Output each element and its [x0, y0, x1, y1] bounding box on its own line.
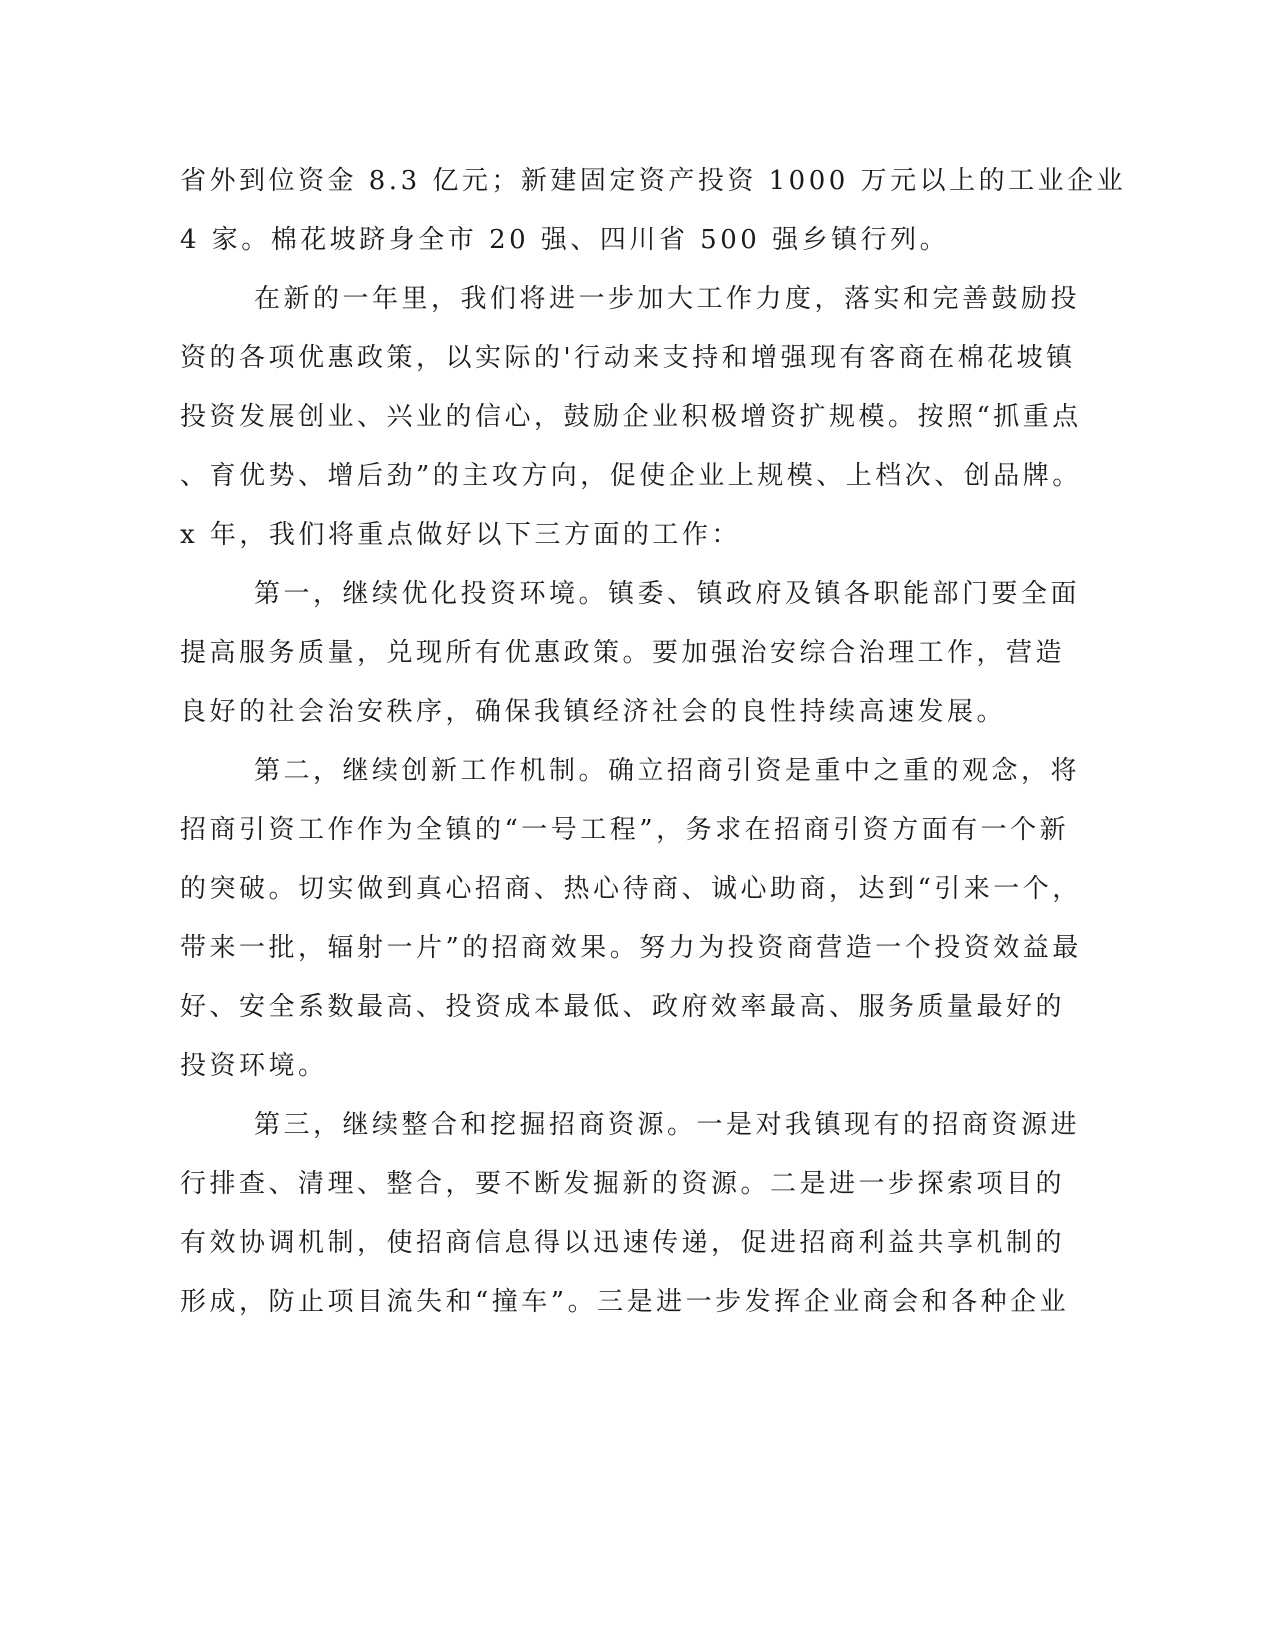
- text-line: 带来一批，辐射一片”的招商效果。努力为投资商营造一个投资效益最: [180, 933, 1082, 963]
- text-line: 好、安全系数最高、投资成本最低、政府效率最高、服务质量最好的: [180, 992, 1066, 1022]
- text-line: 有效协调机制，使招商信息得以迅速传递，促进招商利益共享机制的: [180, 1228, 1066, 1258]
- text-line: 提高服务质量，兑现所有优惠政策。要加强治安综合治理工作，营造: [180, 638, 1066, 668]
- document-body: [180, 158, 1127, 1338]
- paragraph-first-line: 在新的一年里，我们将进一步加大工作力度，落实和完善鼓励投: [254, 284, 1081, 314]
- text-line: 、育优势、增后劲”的主攻方向，促使企业上规模、上档次、创品牌。: [180, 461, 1082, 491]
- text-line: 4 家。棉花坡跻身全市 20 强、四川省 500 强乡镇行列。: [180, 225, 950, 255]
- text-line: x 年，我们将重点做好以下三方面的工作：: [180, 520, 741, 550]
- paragraph-first-line: 第一，继续优化投资环境。镇委、镇政府及镇各职能部门要全面: [254, 579, 1081, 609]
- text-line: 资的各项优惠政策，以实际的'行动来支持和增强现有客商在棉花坡镇: [180, 343, 1076, 373]
- text-line: 的突破。切实做到真心招商、热心待商、诚心助商，达到“引来一个，: [180, 874, 1082, 904]
- text-line: 投资发展创业、兴业的信心，鼓励企业积极增资扩规模。按照“抓重点: [180, 402, 1082, 432]
- text-line: 良好的社会治安秩序，确保我镇经济社会的良性持续高速发展。: [180, 697, 1007, 727]
- text-line: 招商引资工作作为全镇的“一号工程”，务求在招商引资方面有一个新: [180, 815, 1070, 845]
- paragraph-first-line: 第三，继续整合和挖掘招商资源。一是对我镇现有的招商资源进: [254, 1110, 1081, 1140]
- text-line: 省外到位资金 8.3 亿元；新建固定资产投资 1000 万元以上的工业企业: [180, 166, 1127, 196]
- text-line: 投资环境。: [180, 1051, 328, 1081]
- text-line: 形成，防止项目流失和“撞车”。三是进一步发挥企业商会和各种企业: [180, 1287, 1070, 1317]
- paragraph-first-line: 第二，继续创新工作机制。确立招商引资是重中之重的观念，将: [254, 756, 1081, 786]
- text-line: 行排查、清理、整合，要不断发掘新的资源。二是进一步探索项目的: [180, 1169, 1066, 1199]
